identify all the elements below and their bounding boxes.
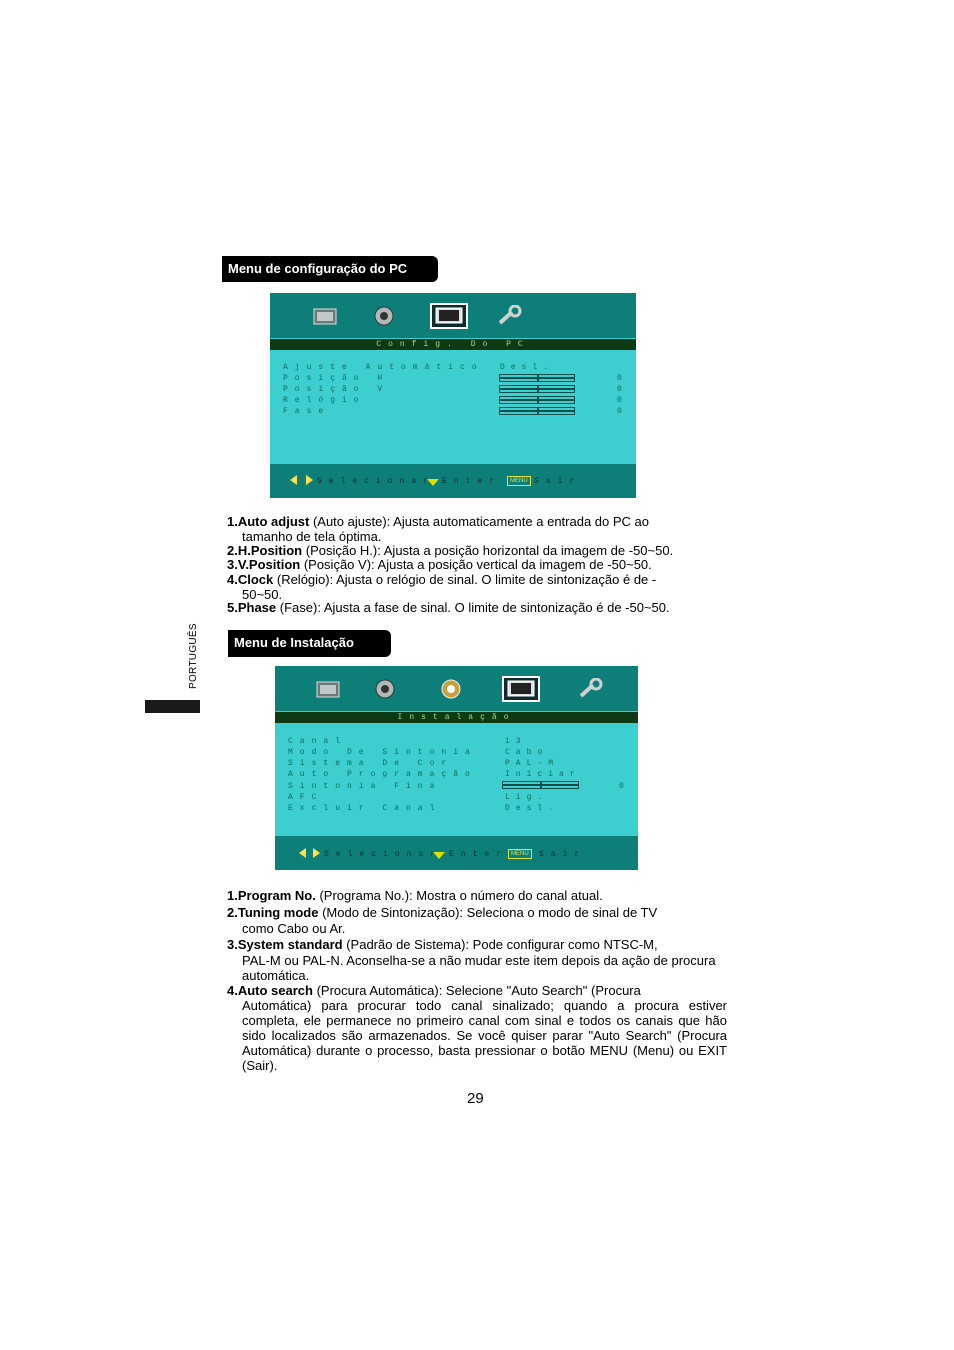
item-continuation: Automática) para procurar todo canal sinalizado; quando a procura estiver completa, ele permanece no primeiro canal com sinal e todos os canais que hão sido localizados são armazenados. Se você quiser parar "Auto Search" (Procura Automática) durante o processo, basta pressionar o botão MENU (Menu) ou EXIT (Sair). bbox=[242, 998, 727, 1073]
item-term: H.Position bbox=[237, 543, 303, 558]
arrow-left-icon bbox=[290, 475, 297, 485]
language-side-bar bbox=[145, 700, 200, 713]
osd-row-value: PAL-M bbox=[505, 759, 560, 768]
item-number: 1. bbox=[227, 888, 238, 903]
osd-row-label: Fase bbox=[283, 407, 331, 416]
hint-select: Selecionar bbox=[317, 477, 436, 486]
item-term: System standard bbox=[237, 937, 343, 952]
item-text: (Modo de Sintonização): Seleciona o modo de sinal de TV bbox=[318, 905, 658, 920]
item-number: 2. bbox=[227, 543, 238, 558]
osd-hint-bar bbox=[275, 836, 638, 870]
osd-row-label: Modo De Sintonia bbox=[288, 748, 477, 757]
item-term: V.Position bbox=[237, 557, 301, 572]
installation-osd bbox=[275, 666, 638, 870]
item-continuation: 50~50. bbox=[242, 587, 283, 602]
picture-icon bbox=[312, 305, 338, 327]
install-item-2 bbox=[227, 905, 727, 937]
osd-row-label: Excluir Canal bbox=[288, 804, 442, 813]
install-item-4 bbox=[227, 983, 727, 1073]
osd-row-label: Sistema De Cor bbox=[288, 759, 454, 768]
osd-row-value: 0 bbox=[617, 374, 622, 383]
pc-item-2 bbox=[227, 543, 727, 558]
arrow-down-icon bbox=[427, 479, 439, 486]
wrench-icon bbox=[577, 678, 603, 700]
clock-gear-icon bbox=[438, 678, 464, 700]
osd-row-value: Lig. bbox=[505, 793, 549, 802]
pc-item-4 bbox=[227, 572, 727, 602]
item-number: 4. bbox=[227, 572, 238, 587]
arrow-down-icon bbox=[433, 852, 445, 859]
osd-row-label: Posição H bbox=[283, 374, 390, 383]
item-number: 3. bbox=[227, 557, 238, 572]
osd-slider bbox=[499, 374, 575, 382]
osd-row-value: 0 bbox=[617, 396, 622, 405]
item-text: (Programa No.): Mostra o número do canal atual. bbox=[315, 888, 603, 903]
osd-slider bbox=[502, 781, 579, 789]
osd-row-value: Desl. bbox=[500, 363, 555, 372]
osd-title: Config. Do PC bbox=[270, 339, 636, 350]
osd-row-label: Posição V bbox=[283, 385, 390, 394]
hint-exit: Sair bbox=[534, 477, 582, 486]
osd-hint-bar bbox=[270, 464, 636, 498]
osd-row-value: 0 bbox=[617, 385, 622, 394]
osd-row-label: Sintonia Fina bbox=[288, 782, 442, 791]
sound-icon bbox=[372, 678, 398, 700]
arrow-right-icon bbox=[306, 475, 313, 485]
sound-icon bbox=[371, 305, 397, 327]
tv-installation-icon bbox=[502, 676, 540, 702]
osd-row-value: Desl. bbox=[505, 804, 560, 813]
item-text: (Posição H.): Ajusta a posição horizontal da imagem de -50~50. bbox=[302, 543, 674, 558]
item-term: Auto adjust bbox=[237, 514, 310, 529]
menu-key-icon: MENU bbox=[507, 476, 531, 486]
item-number: 5. bbox=[227, 600, 238, 615]
item-term: Tuning mode bbox=[237, 905, 319, 920]
hint-exit: Sair bbox=[539, 850, 587, 859]
item-text: (Padrão de Sistema): Pode configurar como NTSC-M, bbox=[342, 937, 658, 952]
item-text: (Auto ajuste): Ajusta automaticamente a entrada do PC ao bbox=[309, 514, 649, 529]
arrow-left-icon bbox=[299, 848, 306, 858]
osd-row-value: Iniciar bbox=[505, 770, 581, 779]
pc-item-3 bbox=[227, 557, 727, 572]
pc-config-osd bbox=[270, 293, 636, 498]
item-continuation: tamanho de tela óptima. bbox=[242, 529, 382, 544]
osd-row-label: AFC bbox=[288, 793, 324, 802]
osd-row-label: Auto Programação bbox=[288, 770, 477, 779]
menu-key-icon: MENU bbox=[508, 849, 532, 859]
hint-enter: Enter bbox=[442, 477, 502, 486]
osd-row-value: 13 bbox=[505, 737, 527, 746]
page-number: 29 bbox=[467, 1090, 484, 1107]
pc-item-1 bbox=[227, 514, 727, 544]
item-text: (Fase): Ajusta a fase de sinal. O limite de sintonização é de -50~50. bbox=[276, 600, 670, 615]
osd-slider bbox=[499, 385, 575, 393]
item-continuation: como Cabo ou Ar. bbox=[242, 921, 346, 936]
item-term: Program No. bbox=[237, 888, 316, 903]
osd-title: Instalação bbox=[275, 712, 638, 723]
osd-row-label: Relógio bbox=[283, 396, 366, 405]
item-number: 3. bbox=[227, 937, 238, 952]
item-continuation: PAL-M ou PAL-N. Aconselha-se a não mudar este item depois da ação de procura automática. bbox=[242, 952, 716, 983]
item-term: Clock bbox=[237, 572, 274, 587]
pc-item-5 bbox=[227, 600, 727, 615]
install-item-3 bbox=[227, 937, 727, 984]
language-side-label: PORTUGUÊS bbox=[188, 623, 199, 689]
osd-row-label: Canal bbox=[288, 737, 348, 746]
item-term: Auto search bbox=[237, 983, 313, 998]
pc-monitor-icon bbox=[430, 303, 468, 329]
osd-row-value: 0 bbox=[619, 782, 624, 791]
install-item-1 bbox=[227, 888, 727, 903]
pc-menu-section-title: Menu de configuração do PC bbox=[222, 256, 438, 282]
osd-slider bbox=[499, 396, 575, 404]
install-menu-section-title: Menu de Instalação bbox=[228, 630, 391, 657]
osd-icon-bar bbox=[270, 293, 636, 338]
item-text: (Relógio): Ajusta o relógio de sinal. O limite de sintonização é de - bbox=[273, 572, 657, 587]
item-number: 1. bbox=[227, 514, 238, 529]
item-number: 4. bbox=[227, 983, 238, 998]
item-text: (Procura Automática): Selecione "Auto Search" (Procura bbox=[312, 983, 641, 998]
arrow-right-icon bbox=[313, 848, 320, 858]
osd-row-label: Ajuste Automático bbox=[283, 363, 484, 372]
wrench-icon bbox=[496, 305, 522, 327]
item-term: Phase bbox=[237, 600, 277, 615]
hint-select: Selecionar bbox=[324, 850, 443, 859]
item-text: (Posição V): Ajusta a posição vertical da imagem de -50~50. bbox=[300, 557, 652, 572]
picture-icon bbox=[315, 678, 341, 700]
item-number: 2. bbox=[227, 905, 238, 920]
osd-slider bbox=[499, 407, 575, 415]
osd-row-value: Cabo bbox=[505, 748, 549, 757]
hint-enter: Enter bbox=[449, 850, 509, 859]
osd-icon-bar bbox=[275, 666, 638, 711]
osd-row-value: 0 bbox=[617, 407, 622, 416]
